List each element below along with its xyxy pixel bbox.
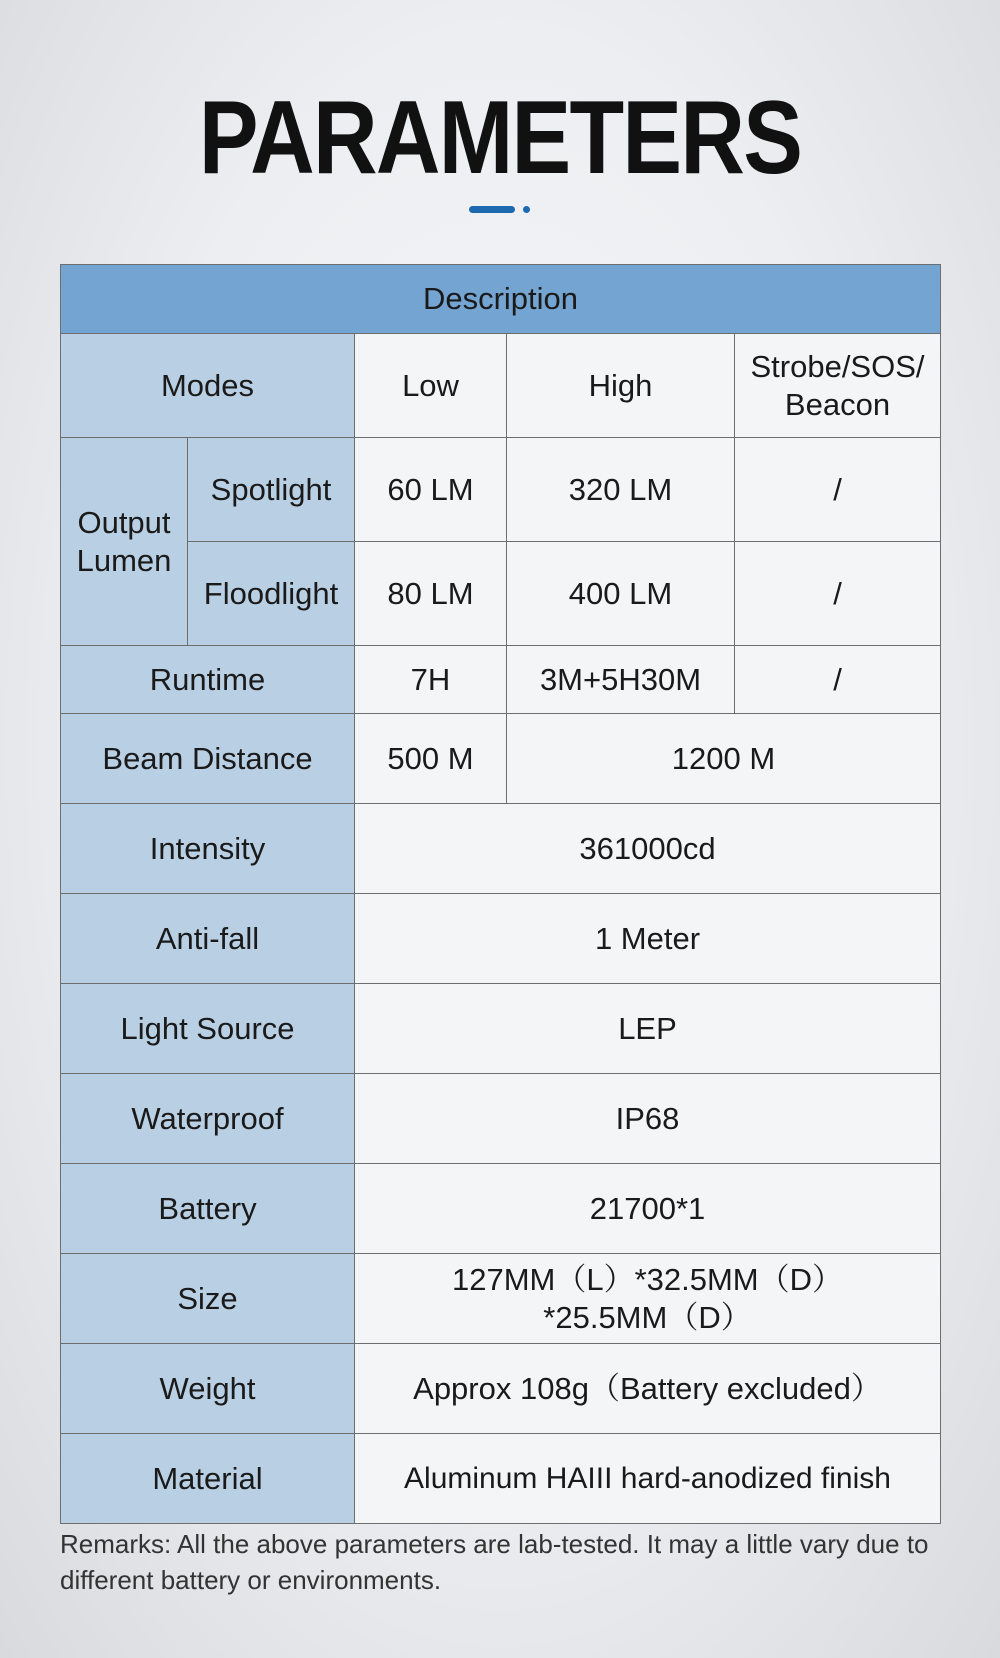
floodlight-low: 80 LM bbox=[355, 542, 507, 646]
runtime-low: 7H bbox=[355, 646, 507, 714]
size-value: 127MM（L）*32.5MM（D）*25.5MM（D） bbox=[355, 1254, 941, 1344]
size-label: Size bbox=[61, 1254, 355, 1344]
table-row-beam-distance bbox=[61, 714, 941, 804]
intensity-value: 361000cd bbox=[355, 804, 941, 894]
table-row-battery bbox=[61, 1164, 941, 1254]
table-row-waterproof bbox=[61, 1074, 941, 1164]
table-row-material bbox=[61, 1434, 941, 1524]
beam-distance-low: 500 M bbox=[355, 714, 507, 804]
page-title: PARAMETERS bbox=[198, 80, 802, 196]
battery-value: 21700*1 bbox=[355, 1164, 941, 1254]
material-value: Aluminum HAIII hard-anodized finish bbox=[355, 1434, 941, 1524]
waterproof-value: IP68 bbox=[355, 1074, 941, 1164]
floodlight-high: 400 LM bbox=[507, 542, 735, 646]
beam-distance-label: Beam Distance bbox=[61, 714, 355, 804]
table-row-modes bbox=[61, 334, 941, 438]
battery-label: Battery bbox=[61, 1164, 355, 1254]
beam-distance-high: 1200 M bbox=[507, 714, 941, 804]
runtime-strobe: / bbox=[735, 646, 941, 714]
material-label: Material bbox=[61, 1434, 355, 1524]
table-row-anti-fall bbox=[61, 894, 941, 984]
table-row-size bbox=[61, 1254, 941, 1344]
runtime-high: 3M+5H30M bbox=[507, 646, 735, 714]
output-lumen-label: Output Lumen bbox=[61, 438, 188, 646]
table-row-weight bbox=[61, 1344, 941, 1434]
anti-fall-value: 1 Meter bbox=[355, 894, 941, 984]
light-source-label: Light Source bbox=[61, 984, 355, 1074]
remarks-note: Remarks: All the above parameters are lab-tested. It may a little vary due to different battery or environments. bbox=[60, 1529, 929, 1595]
table-row-intensity bbox=[61, 804, 941, 894]
modes-label: Modes bbox=[61, 334, 355, 438]
table-row-runtime bbox=[61, 646, 941, 714]
mode-high: High bbox=[507, 334, 735, 438]
table-header: Description bbox=[61, 265, 941, 334]
accent-dash bbox=[469, 206, 515, 213]
intensity-label: Intensity bbox=[61, 804, 355, 894]
spotlight-high: 320 LM bbox=[507, 438, 735, 542]
light-source-value: LEP bbox=[355, 984, 941, 1074]
floodlight-strobe: / bbox=[735, 542, 941, 646]
table-row-light-source bbox=[61, 984, 941, 1074]
weight-label: Weight bbox=[61, 1344, 355, 1434]
table-header-row bbox=[61, 265, 941, 334]
weight-value: Approx 108g（Battery excluded） bbox=[355, 1344, 941, 1434]
waterproof-label: Waterproof bbox=[61, 1074, 355, 1164]
spotlight-label: Spotlight bbox=[188, 438, 355, 542]
anti-fall-label: Anti-fall bbox=[61, 894, 355, 984]
accent-dot bbox=[523, 206, 530, 213]
floodlight-label: Floodlight bbox=[188, 542, 355, 646]
table-row-floodlight bbox=[61, 542, 941, 646]
table-row-spotlight bbox=[61, 438, 941, 542]
mode-strobe: Strobe/SOS/ Beacon bbox=[735, 334, 941, 438]
parameters-table bbox=[60, 264, 941, 1524]
spotlight-strobe: / bbox=[735, 438, 941, 542]
mode-low: Low bbox=[355, 334, 507, 438]
spotlight-low: 60 LM bbox=[355, 438, 507, 542]
runtime-label: Runtime bbox=[61, 646, 355, 714]
